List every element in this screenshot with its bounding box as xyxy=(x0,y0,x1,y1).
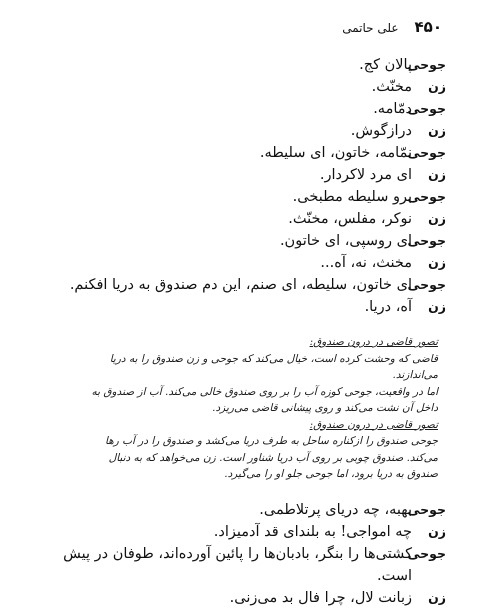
speech-text: برو سلیطه مطبخی. xyxy=(292,189,412,205)
speaker-label: زن xyxy=(428,589,446,605)
speech-text: دمّامه. xyxy=(373,101,412,117)
speaker-label: جوحی xyxy=(407,57,446,72)
dialogue-line xyxy=(60,274,446,296)
speaker-label: زن xyxy=(428,123,446,138)
stage-heading: تصور قاضی در درون صندوق: xyxy=(309,336,438,348)
speaker-label: جوحی xyxy=(407,545,446,561)
speaker-label: زن xyxy=(428,523,446,539)
stage-paragraph: اما در واقعیت، جوحی کوزه آب را بر روی صندوق خالی می‌کند. آب از صندوق به داخل آن نشت می‌کند و روی پیشانی قاضی می‌ریزد. xyxy=(91,385,438,414)
stage-directions xyxy=(82,334,438,483)
speaker-label: جوحی xyxy=(407,145,446,160)
speaker-label: جوحی xyxy=(407,277,446,292)
speech-text: درازگوش. xyxy=(350,123,412,139)
dialogue-line xyxy=(60,186,446,208)
stage-paragraph: جوحی صندوق را ازکناره ساحل به طرف دریا می‌کشد و صندوق را در آب رها می‌کند. صندوق چوبی بر روی آب دریا شناور است. زن می‌خواهد که به دنبال صندوق به دریا برود، اما جوحی جلو او را می‌گیرد. xyxy=(105,435,438,480)
speaker-label: جوحی xyxy=(407,501,446,517)
dialogue-line xyxy=(60,296,446,318)
speech-text: مخنّث. xyxy=(371,79,412,95)
speech-text: زبانت لال، چرا فال بد می‌زنی. xyxy=(229,589,412,606)
speaker-label: جوحی xyxy=(407,233,446,248)
speaker-label: جوحی xyxy=(407,101,446,116)
dialogue-line xyxy=(60,499,446,521)
dialogue-line xyxy=(60,120,446,142)
dialogue-line xyxy=(60,543,446,587)
dialogue-line xyxy=(60,208,446,230)
speech-text: نوکر، مفلس، مخنّث. xyxy=(288,211,412,227)
dialogue-lower xyxy=(60,499,446,609)
stage-paragraph: قاضی که وحشت کرده است، خیال می‌کند که جوحی و زن صندوق را به دریا می‌اندازند. xyxy=(109,352,438,381)
speaker-label: زن xyxy=(428,79,446,94)
speech-text: آه، دریا. xyxy=(364,299,412,315)
speech-text: ای خاتون، سلیطه، ای صنم، این دم صندوق به دریا افکنم. xyxy=(69,277,412,293)
dialogue-line xyxy=(60,98,446,120)
dialogue-line xyxy=(60,521,446,543)
dialogue-upper xyxy=(60,54,446,318)
speech-text: بهبه، چه دریای پرتلاطمی. xyxy=(259,501,412,518)
speaker-label: زن xyxy=(428,299,446,314)
dialogue-line xyxy=(60,230,446,252)
speaker-label: جوحی xyxy=(407,189,446,204)
dialogue-line xyxy=(60,54,446,76)
speech-text: پالان کج. xyxy=(359,57,412,73)
dialogue-line xyxy=(60,76,446,98)
running-head: علی حاتمی xyxy=(342,21,399,35)
stage-heading: تصور قاضی در درون صندوق: xyxy=(309,418,438,431)
speaker-label: زن xyxy=(428,255,446,270)
dialogue-line xyxy=(60,587,446,609)
speech-text: مخنث، نه، آه... xyxy=(320,255,412,271)
speech-text: ای روسپی، ای خاتون. xyxy=(279,233,412,249)
speech-text: چه امواجی! به بلندای قد آدمیزاد. xyxy=(213,523,412,540)
dialogue-line xyxy=(60,142,446,164)
dialogue-line xyxy=(60,164,446,186)
page-number: ۴۵۰ xyxy=(414,18,442,36)
speech-text: نمّامه، خاتون، ای سلیطه. xyxy=(259,145,412,161)
dialogue-line xyxy=(60,252,446,274)
speech-text: ای مرد لاکردار. xyxy=(319,167,412,183)
speech-text: کشتی‌ها را بنگر، بادبان‌ها را پائین آورده‌اند، طوفان در پیش است. xyxy=(63,545,412,584)
speaker-label: زن xyxy=(428,167,446,182)
speaker-label: زن xyxy=(428,211,446,226)
page-header xyxy=(60,18,446,42)
